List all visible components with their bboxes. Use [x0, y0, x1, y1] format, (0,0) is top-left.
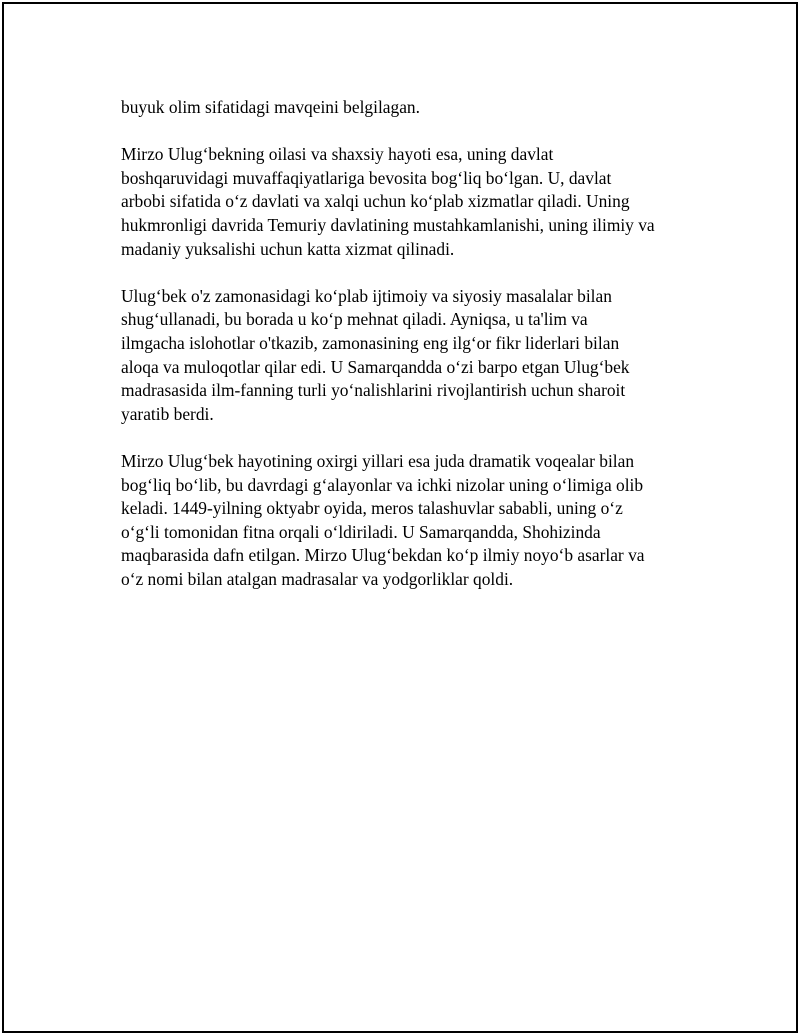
text-line: arbobi sifatida o‘z davlati va xalqi uchun ko‘plab xizmatlar qiladi. Uning — [121, 191, 630, 212]
text-line: shug‘ullanadi, bu borada u ko‘p mehnat qiladi. Ayniqsa, u ta'lim va — [121, 309, 588, 330]
text-line: bog‘liq bo‘lib, bu davrdagi g‘alayonlar va ichki nizolar uning o‘limiga olib — [121, 474, 644, 495]
text-line: yaratib berdi. — [121, 403, 214, 424]
text-line: o‘g‘li tomonidan fitna orqali o‘ldiriladi. U Samarqandda, Shohizinda — [121, 521, 601, 542]
text-line: madaniy yuksalishi uchun katta xizmat qilinadi. — [121, 238, 455, 259]
paragraph-4 — [121, 450, 696, 592]
page-frame — [2, 2, 798, 1033]
text-line: maqbarasida dafn etilgan. Mirzo Ulug‘bekdan ko‘p ilmiy noyo‘b asarlar va — [121, 545, 645, 566]
text-line: keladi. 1449-yilning oktyabr oyida, meros talashuvlar sababli, uning o‘z — [121, 498, 623, 519]
text-line: hukmronligi davrida Temuriy davlatining mustahkamlanishi, uning ilimiy va — [121, 214, 655, 235]
document-body — [121, 96, 696, 615]
text-line: Mirzo Ulug‘bekning oilasi va shaxsiy hayoti esa, uning davlat — [121, 144, 554, 165]
text-line: ilmgacha islohotlar o'tkazib, zamonasining eng ilg‘or fikr liderlari bilan — [121, 332, 620, 353]
paragraph-3 — [121, 285, 696, 427]
text-line: boshqaruvidagi muvaffaqiyatlariga bevosita bog‘liq bo‘lgan. U, davlat — [121, 167, 612, 188]
text-line: madrasasida ilm-fanning turli yo‘nalishlarini rivojlantirish uchun sharoit — [121, 380, 626, 401]
paragraph-1 — [121, 96, 696, 120]
paragraph-2 — [121, 143, 696, 261]
text-line: o‘z nomi bilan atalgan madrasalar va yodgorliklar qoldi. — [121, 568, 514, 589]
text-line: Ulug‘bek o'z zamonasidagi ko‘plab ijtimoiy va siyosiy masalalar bilan — [121, 285, 612, 306]
text-line: buyuk olim sifatidagi mavqeini belgilagan. — [121, 97, 420, 117]
text-line: aloqa va muloqotlar qilar edi. U Samarqandda o‘zi barpo etgan Ulug‘bek — [121, 356, 630, 377]
text-line: Mirzo Ulug‘bek hayotining oxirgi yillari esa juda dramatik voqealar bilan — [121, 450, 635, 471]
